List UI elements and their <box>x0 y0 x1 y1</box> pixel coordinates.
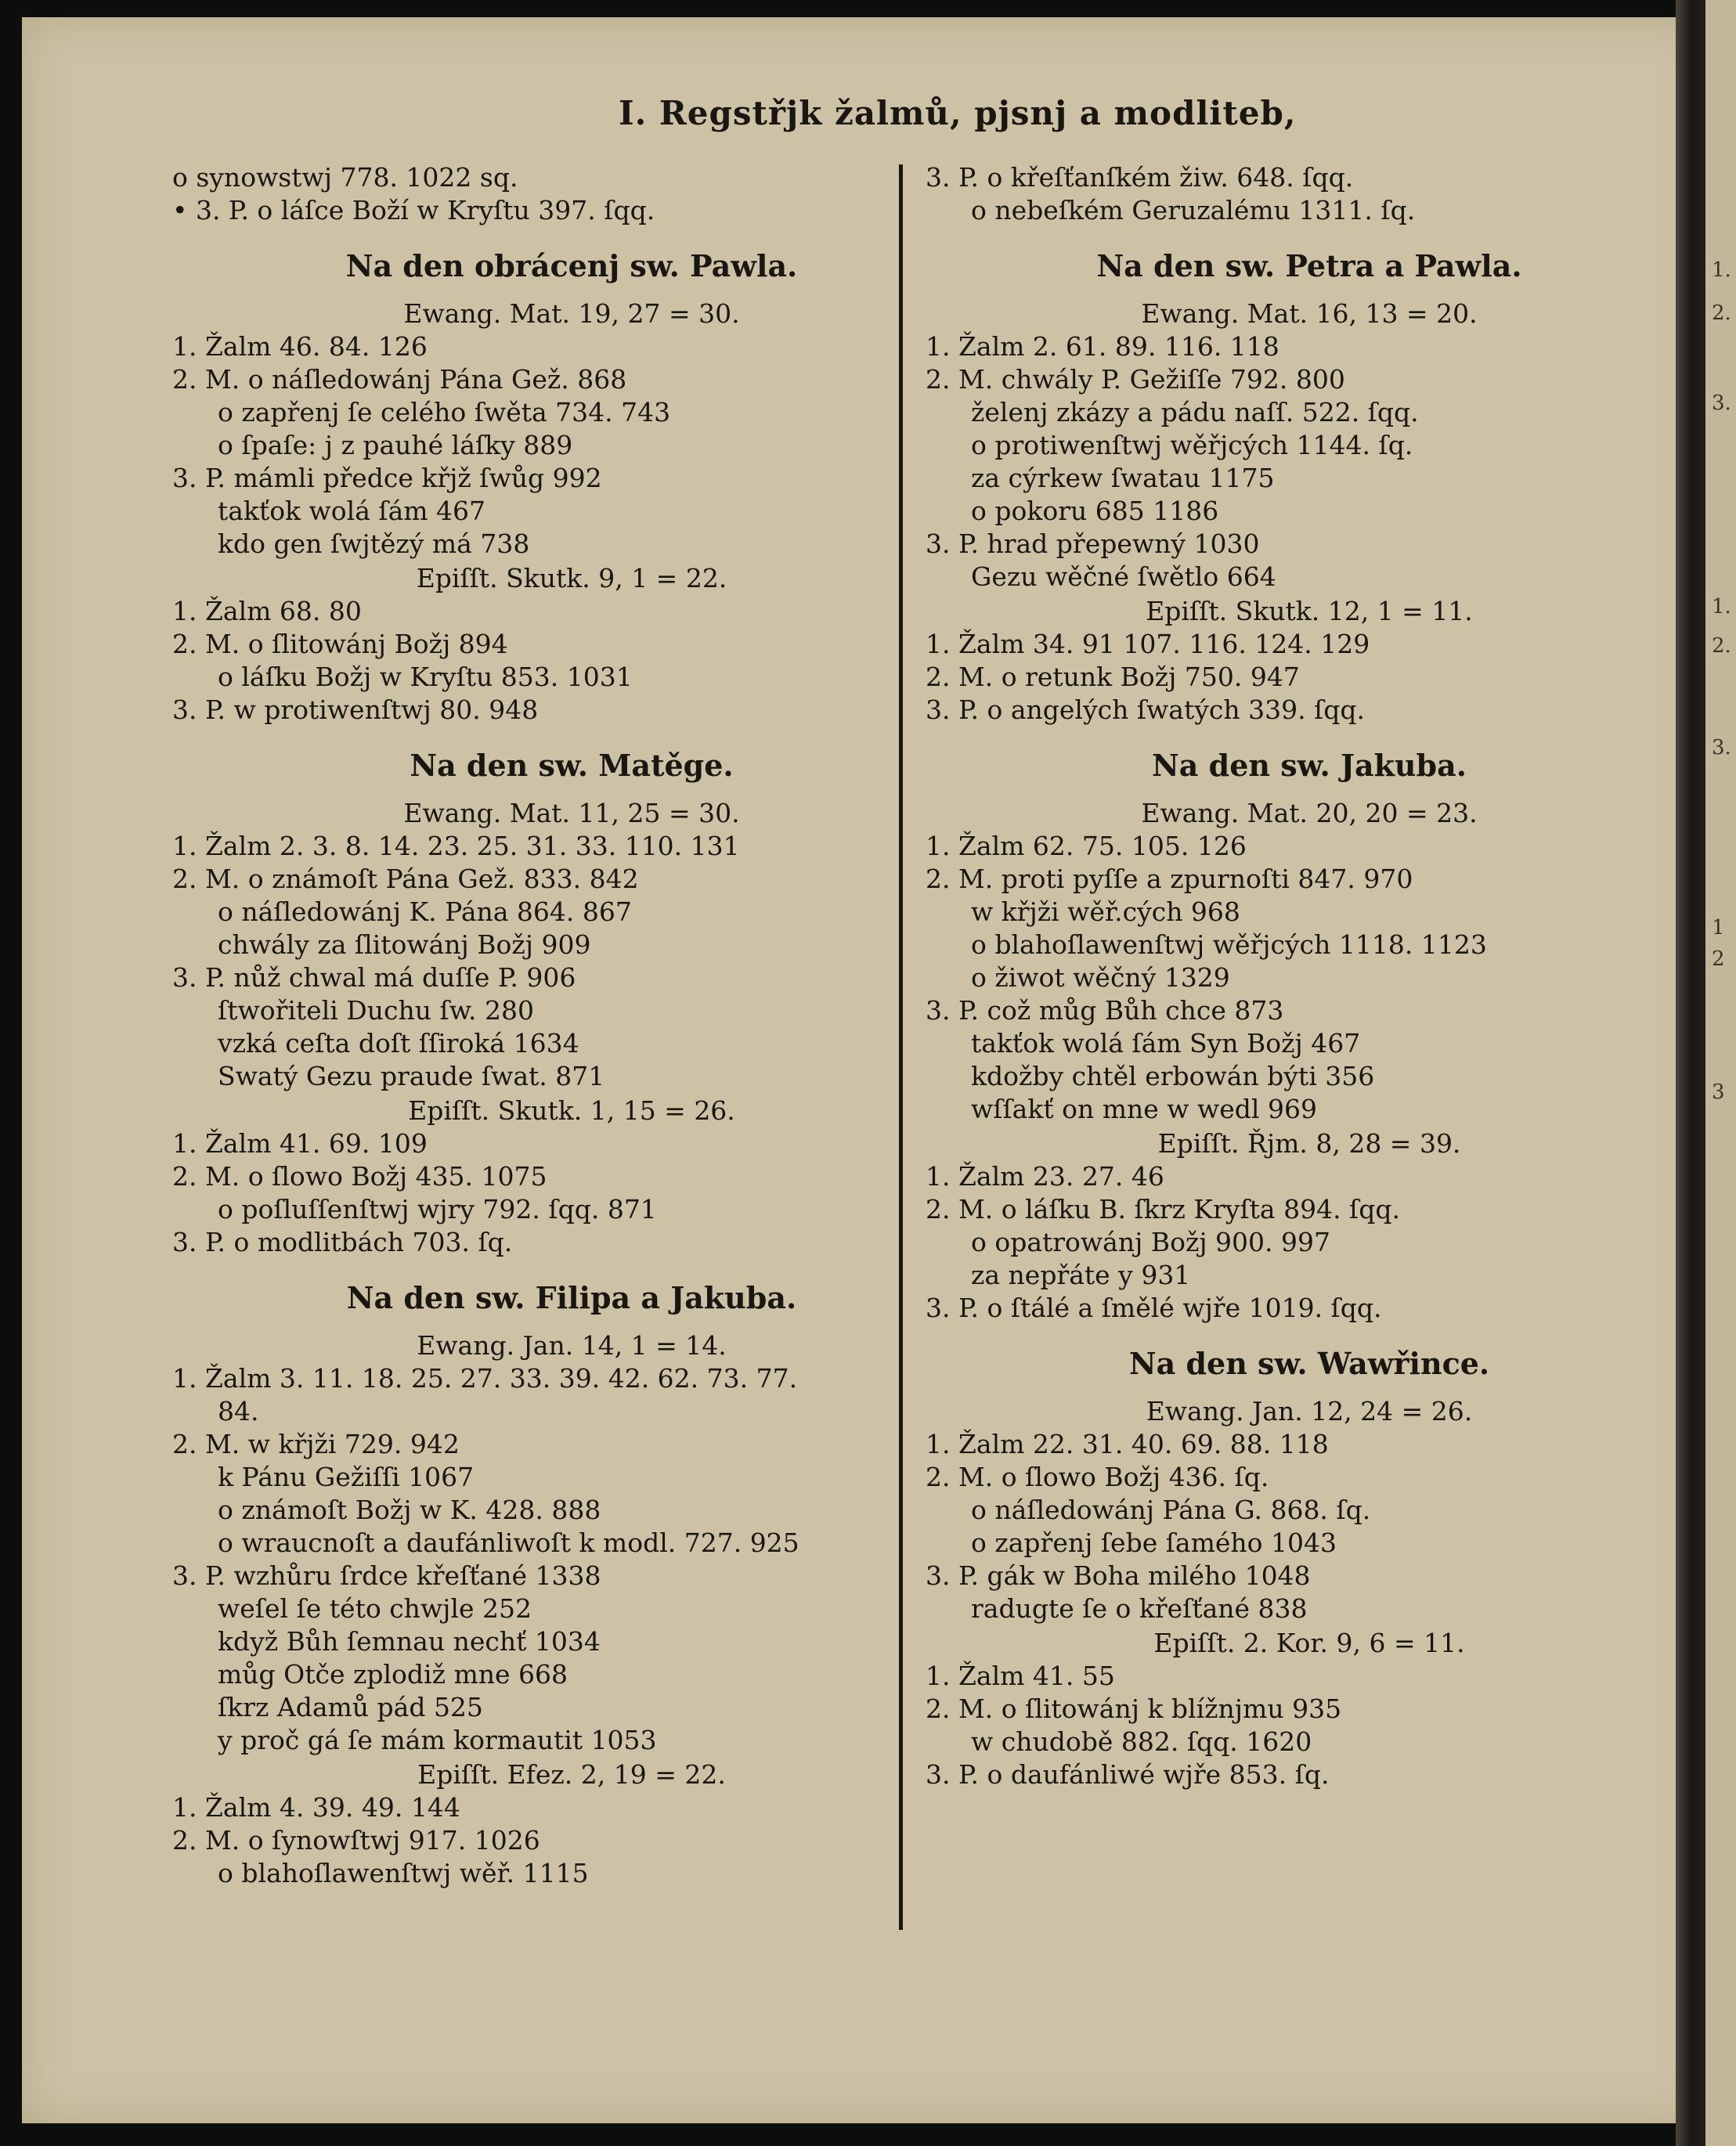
right-sub-entry: o blahoſlawenſtwj wěřjcých 1118. 1123 <box>971 929 1487 960</box>
left-sub-entry: o náſledowánj K. Pána 864. 867 <box>218 896 632 927</box>
left-sub-entry: o blahoſlawenſtwj wěř. 1115 <box>218 1858 589 1888</box>
right-reading-reference: Ewang. Mat. 16, 13 = 20. <box>1141 298 1478 329</box>
right-sub-entry: kdožby chtěl erbowán býti 356 <box>971 1061 1375 1091</box>
right-sub-entry: w křjži wěř.cých 968 <box>971 896 1240 927</box>
left-entry: 3. P. w protiwenſtwj 80. 948 <box>172 694 539 725</box>
right-sub-entry: želenj zkázy a pádu naſſ. 522. ſqq. <box>971 397 1419 427</box>
adjacent-page-fragment: 3 <box>1712 1080 1725 1104</box>
left-entry: 1. Žalm 41. 69. 109 <box>172 1128 428 1159</box>
page-header: I. Regstřjk žalmů, pjsnj a modliteb, <box>619 94 1297 132</box>
left-entry: 1. Žalm 68. 80 <box>172 596 362 626</box>
left-entry: 2. M. w křjži 729. 942 <box>172 1429 460 1459</box>
left-sub-entry: weſel ſe této chwjle 252 <box>218 1593 532 1624</box>
right-entry: 1. Žalm 41. 55 <box>926 1661 1115 1691</box>
left-column <box>172 161 940 1890</box>
left-entry: 1. Žalm 2. 3. 8. 14. 23. 25. 31. 33. 110. 131 <box>172 831 740 861</box>
left-reading-reference: Epiſſt. Skutk. 1, 15 = 26. <box>408 1095 735 1126</box>
right-reading-reference: Epiſſt. Řjm. 8, 28 = 39. <box>1157 1128 1461 1159</box>
left-sub-entry: ſkrz Adamů pád 525 <box>218 1692 483 1722</box>
right-entry: 1. Žalm 23. 27. 46 <box>926 1161 1164 1192</box>
right-sub-entry: o náſledowánj Pána G. 868. ſq. <box>971 1495 1371 1525</box>
right-entry: 2. M. o ſlitowánj k blížnjmu 935 <box>926 1693 1342 1724</box>
left-entry: 3. P. nůž chwal má duſſe P. 906 <box>172 962 576 993</box>
right-reading-reference: Ewang. Mat. 20, 20 = 23. <box>1141 798 1478 828</box>
left-entry: 2. M. o známoſt Pána Gež. 833. 842 <box>172 864 639 894</box>
right-column <box>926 161 1693 1791</box>
left-sub-entry: k Pánu Gežiſſi 1067 <box>218 1462 475 1492</box>
left-reading-reference: Epiſſt. Efez. 2, 19 = 22. <box>417 1759 726 1790</box>
left-sub-entry: takťok wolá ſám 467 <box>218 496 486 526</box>
adjacent-page-fragment: 2 <box>1712 947 1725 971</box>
left-reading-reference: Ewang. Mat. 11, 25 = 30. <box>403 798 740 828</box>
right-entry: 3. P. gák w Boha milého 1048 <box>926 1560 1311 1591</box>
left-entry: 2. M. o ſlowo Božj 435. 1075 <box>172 1161 547 1192</box>
right-entry: 2. M. o ſlowo Božj 436. ſq. <box>926 1462 1269 1492</box>
left-entry: 2. M. o náſledowánj Pána Gež. 868 <box>172 364 627 395</box>
right-entry: 1. Žalm 34. 91 107. 116. 124. 129 <box>926 629 1370 659</box>
left-entry: 1. Žalm 3. 11. 18. 25. 27. 33. 39. 42. 62. 73. 77. <box>172 1363 798 1394</box>
right-sub-entry: o protiwenſtwj wěřjcých 1144. ſq. <box>971 430 1413 460</box>
right-entry: 3. P. o angelých ſwatých 339. ſqq. <box>926 694 1366 725</box>
left-entry: 3. P. wzhůru ſrdce křeſťané 1338 <box>172 1560 601 1591</box>
right-entry: 3. P. o ſtálé a ſmělé wjře 1019. ſqq. <box>926 1293 1382 1323</box>
left-entry: • 3. P. o láſce Boží w Kryſtu 397. ſqq. <box>172 195 655 225</box>
right-entry: 1. Žalm 62. 75. 105. 126 <box>926 831 1247 861</box>
left-reading-reference: Ewang. Mat. 19, 27 = 30. <box>403 298 740 329</box>
adjacent-page-fragment: 1. <box>1712 258 1731 282</box>
left-entry: 1. Žalm 46. 84. 126 <box>172 331 428 362</box>
right-entry: 3. P. což můg Bůh chce 873 <box>926 995 1284 1026</box>
adjacent-page-fragment: 3. <box>1712 391 1731 415</box>
right-sub-entry: za nepřáte y 931 <box>971 1260 1191 1290</box>
right-sub-entry: takťok wolá ſám Syn Božj 467 <box>971 1028 1361 1059</box>
right-reading-reference: Epiſſt. Skutk. 12, 1 = 11. <box>1146 596 1473 626</box>
left-sub-entry: kdo gen ſwjtězý má 738 <box>218 528 530 559</box>
right-entry: 2. M. o retunk Božj 750. 947 <box>926 662 1300 692</box>
right-entry: 2. M. o láſku B. ſkrz Kryſta 894. ſqq. <box>926 1194 1401 1224</box>
left-entry: o synowstwj 778. 1022 sq. <box>172 162 518 193</box>
adjacent-page-edge <box>1705 0 1736 2146</box>
adjacent-page-fragment: 1 <box>1712 916 1725 940</box>
adjacent-page-fragment: 1. <box>1712 595 1731 619</box>
left-entry: 3. P. o modlitbách 703. ſq. <box>172 1227 513 1257</box>
right-entry: 1. Žalm 2. 61. 89. 116. 118 <box>926 331 1279 362</box>
left-feast-heading: Na den obrácenj sw. Pawla. <box>345 248 798 283</box>
right-entry: 2. M. chwály P. Gežiſſe 792. 800 <box>926 364 1345 395</box>
right-sub-entry: radugte ſe o křeſťané 838 <box>971 1593 1308 1624</box>
right-sub-entry: o opatrowánj Božj 900. 997 <box>971 1227 1331 1257</box>
left-feast-heading: Na den sw. Filipa a Jakuba. <box>346 1280 797 1315</box>
right-feast-heading: Na den sw. Wawřince. <box>1128 1346 1490 1381</box>
left-entry: 1. Žalm 4. 39. 49. 144 <box>172 1792 460 1823</box>
right-sub-entry: Gezu wěčné ſwětlo 664 <box>971 561 1276 592</box>
right-sub-entry: wſſakť on mne w wedl 969 <box>971 1094 1317 1124</box>
right-entry: 1. Žalm 22. 31. 40. 69. 88. 118 <box>926 1429 1329 1459</box>
right-entry: 3. P. hrad přepewný 1030 <box>926 528 1260 559</box>
left-sub-entry: když Bůh ſemnau nechť 1034 <box>218 1626 601 1657</box>
left-sub-entry: o láſku Božj w Kryſtu 853. 1031 <box>218 662 633 692</box>
right-sub-entry: o pokoru 685 1186 <box>971 496 1219 526</box>
left-sub-entry: o ſpaſe: j z pauhé láſky 889 <box>218 430 573 460</box>
left-feast-heading: Na den sw. Matěge. <box>410 748 734 783</box>
right-reading-reference: Ewang. Jan. 12, 24 = 26. <box>1146 1396 1473 1426</box>
right-reading-reference: Epiſſt. 2. Kor. 9, 6 = 11. <box>1153 1628 1465 1658</box>
right-sub-entry: o žiwot wěčný 1329 <box>971 962 1230 993</box>
left-sub-entry: y proč gá ſe mám kormautit 1053 <box>218 1725 657 1755</box>
left-entry: 2. M. o ſlitowánj Božj 894 <box>172 629 508 659</box>
right-entry: 2. M. proti pyſſe a zpurnoſti 847. 970 <box>926 864 1413 894</box>
left-sub-entry: můg Otče zplodiž mne 668 <box>218 1659 568 1690</box>
adjacent-page-fragment: 2. <box>1712 634 1731 658</box>
adjacent-page-fragment: 3. <box>1712 736 1731 759</box>
left-sub-entry: o wraucnoſt a daufánliwoſt k modl. 727. 925 <box>218 1527 799 1558</box>
left-entry: 3. P. mámli předce křjž ſwůg 992 <box>172 463 602 493</box>
right-sub-entry: o zapřenj ſebe ſamého 1043 <box>971 1527 1337 1558</box>
left-sub-entry: ſtwořiteli Duchu ſw. 280 <box>218 995 535 1026</box>
left-entry: 2. M. o ſynowſtwj 917. 1026 <box>172 1825 540 1856</box>
left-sub-entry: vzká ceſta doſt ſſiroká 1634 <box>218 1028 579 1059</box>
left-sub-entry: Swatý Gezu praude ſwat. 871 <box>218 1061 605 1091</box>
right-sub-entry: w chudobě 882. ſqq. 1620 <box>971 1726 1312 1757</box>
left-sub-entry: 84. <box>218 1396 259 1426</box>
right-feast-heading: Na den sw. Jakuba. <box>1152 748 1467 783</box>
right-feast-heading: Na den sw. Petra a Pawla. <box>1096 248 1522 283</box>
right-sub-entry: o nebeſkém Geruzalému 1311. ſq. <box>971 195 1416 225</box>
left-reading-reference: Ewang. Jan. 14, 1 = 14. <box>417 1330 727 1361</box>
left-sub-entry: o známoſt Božj w K. 428. 888 <box>218 1495 601 1525</box>
left-sub-entry: chwály za ſlitowánj Božj 909 <box>218 929 591 960</box>
right-entry: 3. P. o křeſťanſkém žiw. 648. ſqq. <box>926 162 1354 193</box>
adjacent-page-fragment: 2. <box>1712 301 1731 325</box>
right-entry: 3. P. o daufánliwé wjře 853. ſq. <box>926 1759 1330 1790</box>
left-sub-entry: o poſluſſenſtwj wjry 792. ſqq. 871 <box>218 1194 657 1224</box>
right-sub-entry: za cýrkew ſwatau 1175 <box>971 463 1275 493</box>
left-reading-reference: Epiſſt. Skutk. 9, 1 = 22. <box>416 563 727 593</box>
left-sub-entry: o zapřenj ſe celého ſwěta 734. 743 <box>218 397 671 427</box>
